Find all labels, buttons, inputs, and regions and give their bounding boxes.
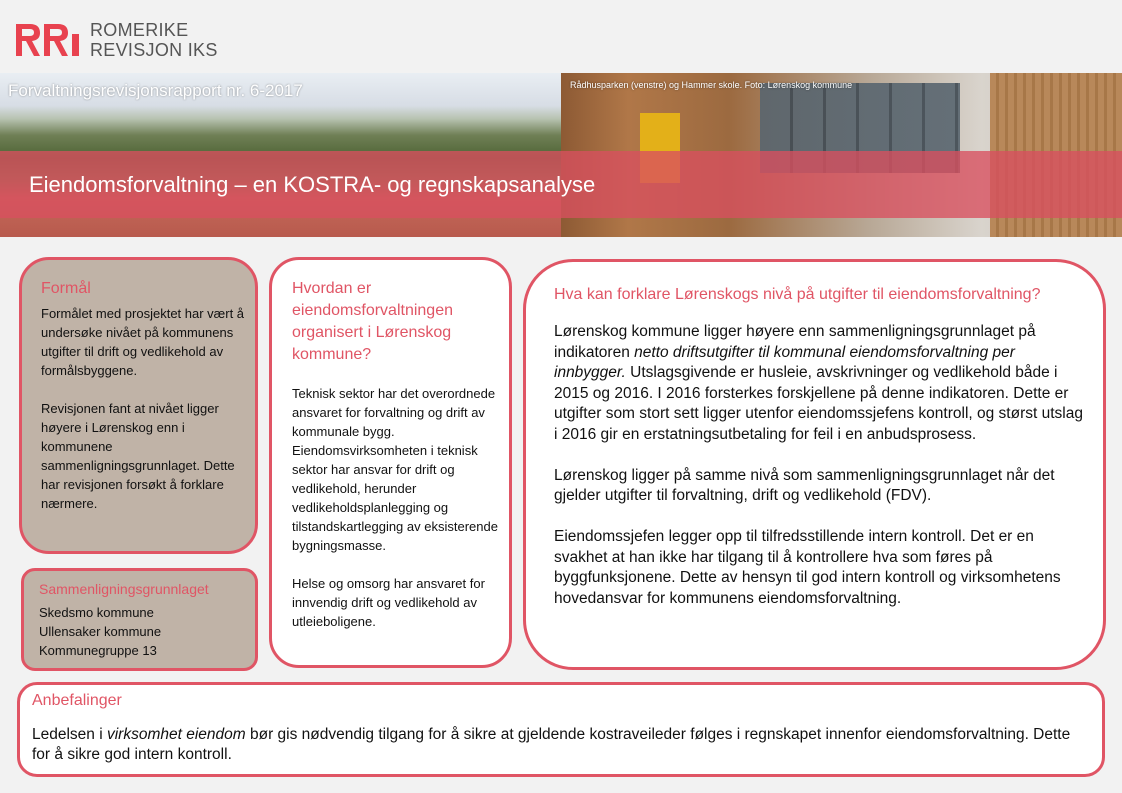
photo-caption: Rådhusparken (venstre) og Hammer skole. Foto: Lørenskog kommune <box>570 80 853 90</box>
sammenligning-list <box>39 603 161 660</box>
banner <box>0 73 1122 237</box>
page-title: Eiendomsforvaltning – en KOSTRA- og regnskapsanalyse <box>29 172 596 197</box>
list-item: Ullensaker kommune <box>39 624 162 639</box>
title-band <box>0 151 1122 218</box>
formal-body <box>41 304 246 513</box>
hva-heading: Hva kan forklare Lørenskogs nivå på utgifter til eiendomsforvaltning? <box>554 286 1041 303</box>
sammenligning-heading: Sammenligningsgrunnlaget <box>39 581 209 597</box>
hva-body <box>554 322 1084 609</box>
logo-line-1: ROMERIKE <box>90 20 189 40</box>
hvordan-paragraph-1: Teknisk sektor har det overordnede ansvaret for forvaltning og drift av kommunale bygg. Eiendomsvirksomheten i teknisk sektor har ansvar for drift og vedlikehold, herunder vedlikeholdsplanlegging og tilstandskartlegging av eksisterende bygningsmasse. <box>292 386 498 553</box>
hvordan-body <box>292 384 502 631</box>
hvordan-box <box>269 257 512 668</box>
list-item: Skedsmo kommune <box>39 605 154 620</box>
sammenligning-box <box>21 568 258 671</box>
hva-p1-text-a: Lørenskog kommune ligger høyere enn sammenligningsgrunnlaget på indikatoren <box>554 323 1036 361</box>
hvordan-heading: Hvordan er eiendomsforvaltningen organisert i Lørenskog kommune? <box>292 280 453 363</box>
hvordan-paragraph-2: Helse og omsorg har ansvaret for innvendig drift og vedlikehold av utleieboligene. <box>292 576 485 629</box>
hva-box <box>523 259 1106 670</box>
hva-p1-italic: netto driftsutgifter til kommunal eiendomsforvaltning per innbygger. <box>554 343 1015 381</box>
romerike-revisjon-logo-icon <box>14 20 82 58</box>
anbefalinger-body <box>32 725 1092 765</box>
logo-text <box>90 20 218 60</box>
anbef-text-a: Ledelsen i <box>32 726 107 743</box>
report-number: Forvaltningsrevisjonsrapport nr. 6-2017 <box>8 81 303 100</box>
anbefalinger-heading: Anbefalinger <box>32 692 122 709</box>
hva-paragraph-3: Eiendomssjefen legger opp til tilfredsstillende intern kontroll. Det er en svakhet at han ikke har tilgang til å kontrollere hva som føres på byggfunksjonene. Dette av hensyn til god intern kontroll og virksomhetens hovedansvar for kommunens eiendomsforvaltning. <box>554 528 1061 607</box>
formal-box <box>19 257 258 554</box>
formal-paragraph-2: Revisjonen fant at nivået ligger høyere i Lørenskog enn i kommunene sammenligningsgrunnlaget. Dette har revisjonen forsøkt å forklare nærmere. <box>41 401 235 511</box>
anbef-italic: virksomhet eiendom <box>106 726 246 743</box>
hva-paragraph-1 <box>554 322 1084 445</box>
hva-paragraph-2: Lørenskog ligger på samme nivå som sammenligningsgrunnlaget når det gjelder utgifter til forvaltning, drift og vedlikehold (FDV). <box>554 466 1055 504</box>
logo-line-2: REVISJON IKS <box>90 40 218 60</box>
hva-p1-text-b: Utslagsgivende er husleie, avskrivninger og vedlikehold både i 2015 og 2016. I 2016 forsterkes forskjellene på denne indikatoren. Dette er utgifter som stort sett ligger utenfor eiendomssjefens kontroll, og størst utslag i 2016 gir en erstatningsutbetaling for feil i en anbudsprosess. <box>554 364 1083 443</box>
formal-heading: Formål <box>41 280 91 297</box>
header <box>0 0 1122 73</box>
list-item: Kommunegruppe 13 <box>39 643 157 658</box>
anbef-text-b: bør gis nødvendig tilgang for å sikre at gjeldende kostraveileder følges i regnskapet innenfor eiendomsforvaltning. Dette for å sikre god intern kontroll. <box>32 726 1071 763</box>
formal-paragraph-1: Formålet med prosjektet har vært å undersøke nivået på kommunens utgifter til drift og vedlikehold av formålsbyggene. <box>41 306 245 378</box>
anbefalinger-box <box>17 682 1105 777</box>
